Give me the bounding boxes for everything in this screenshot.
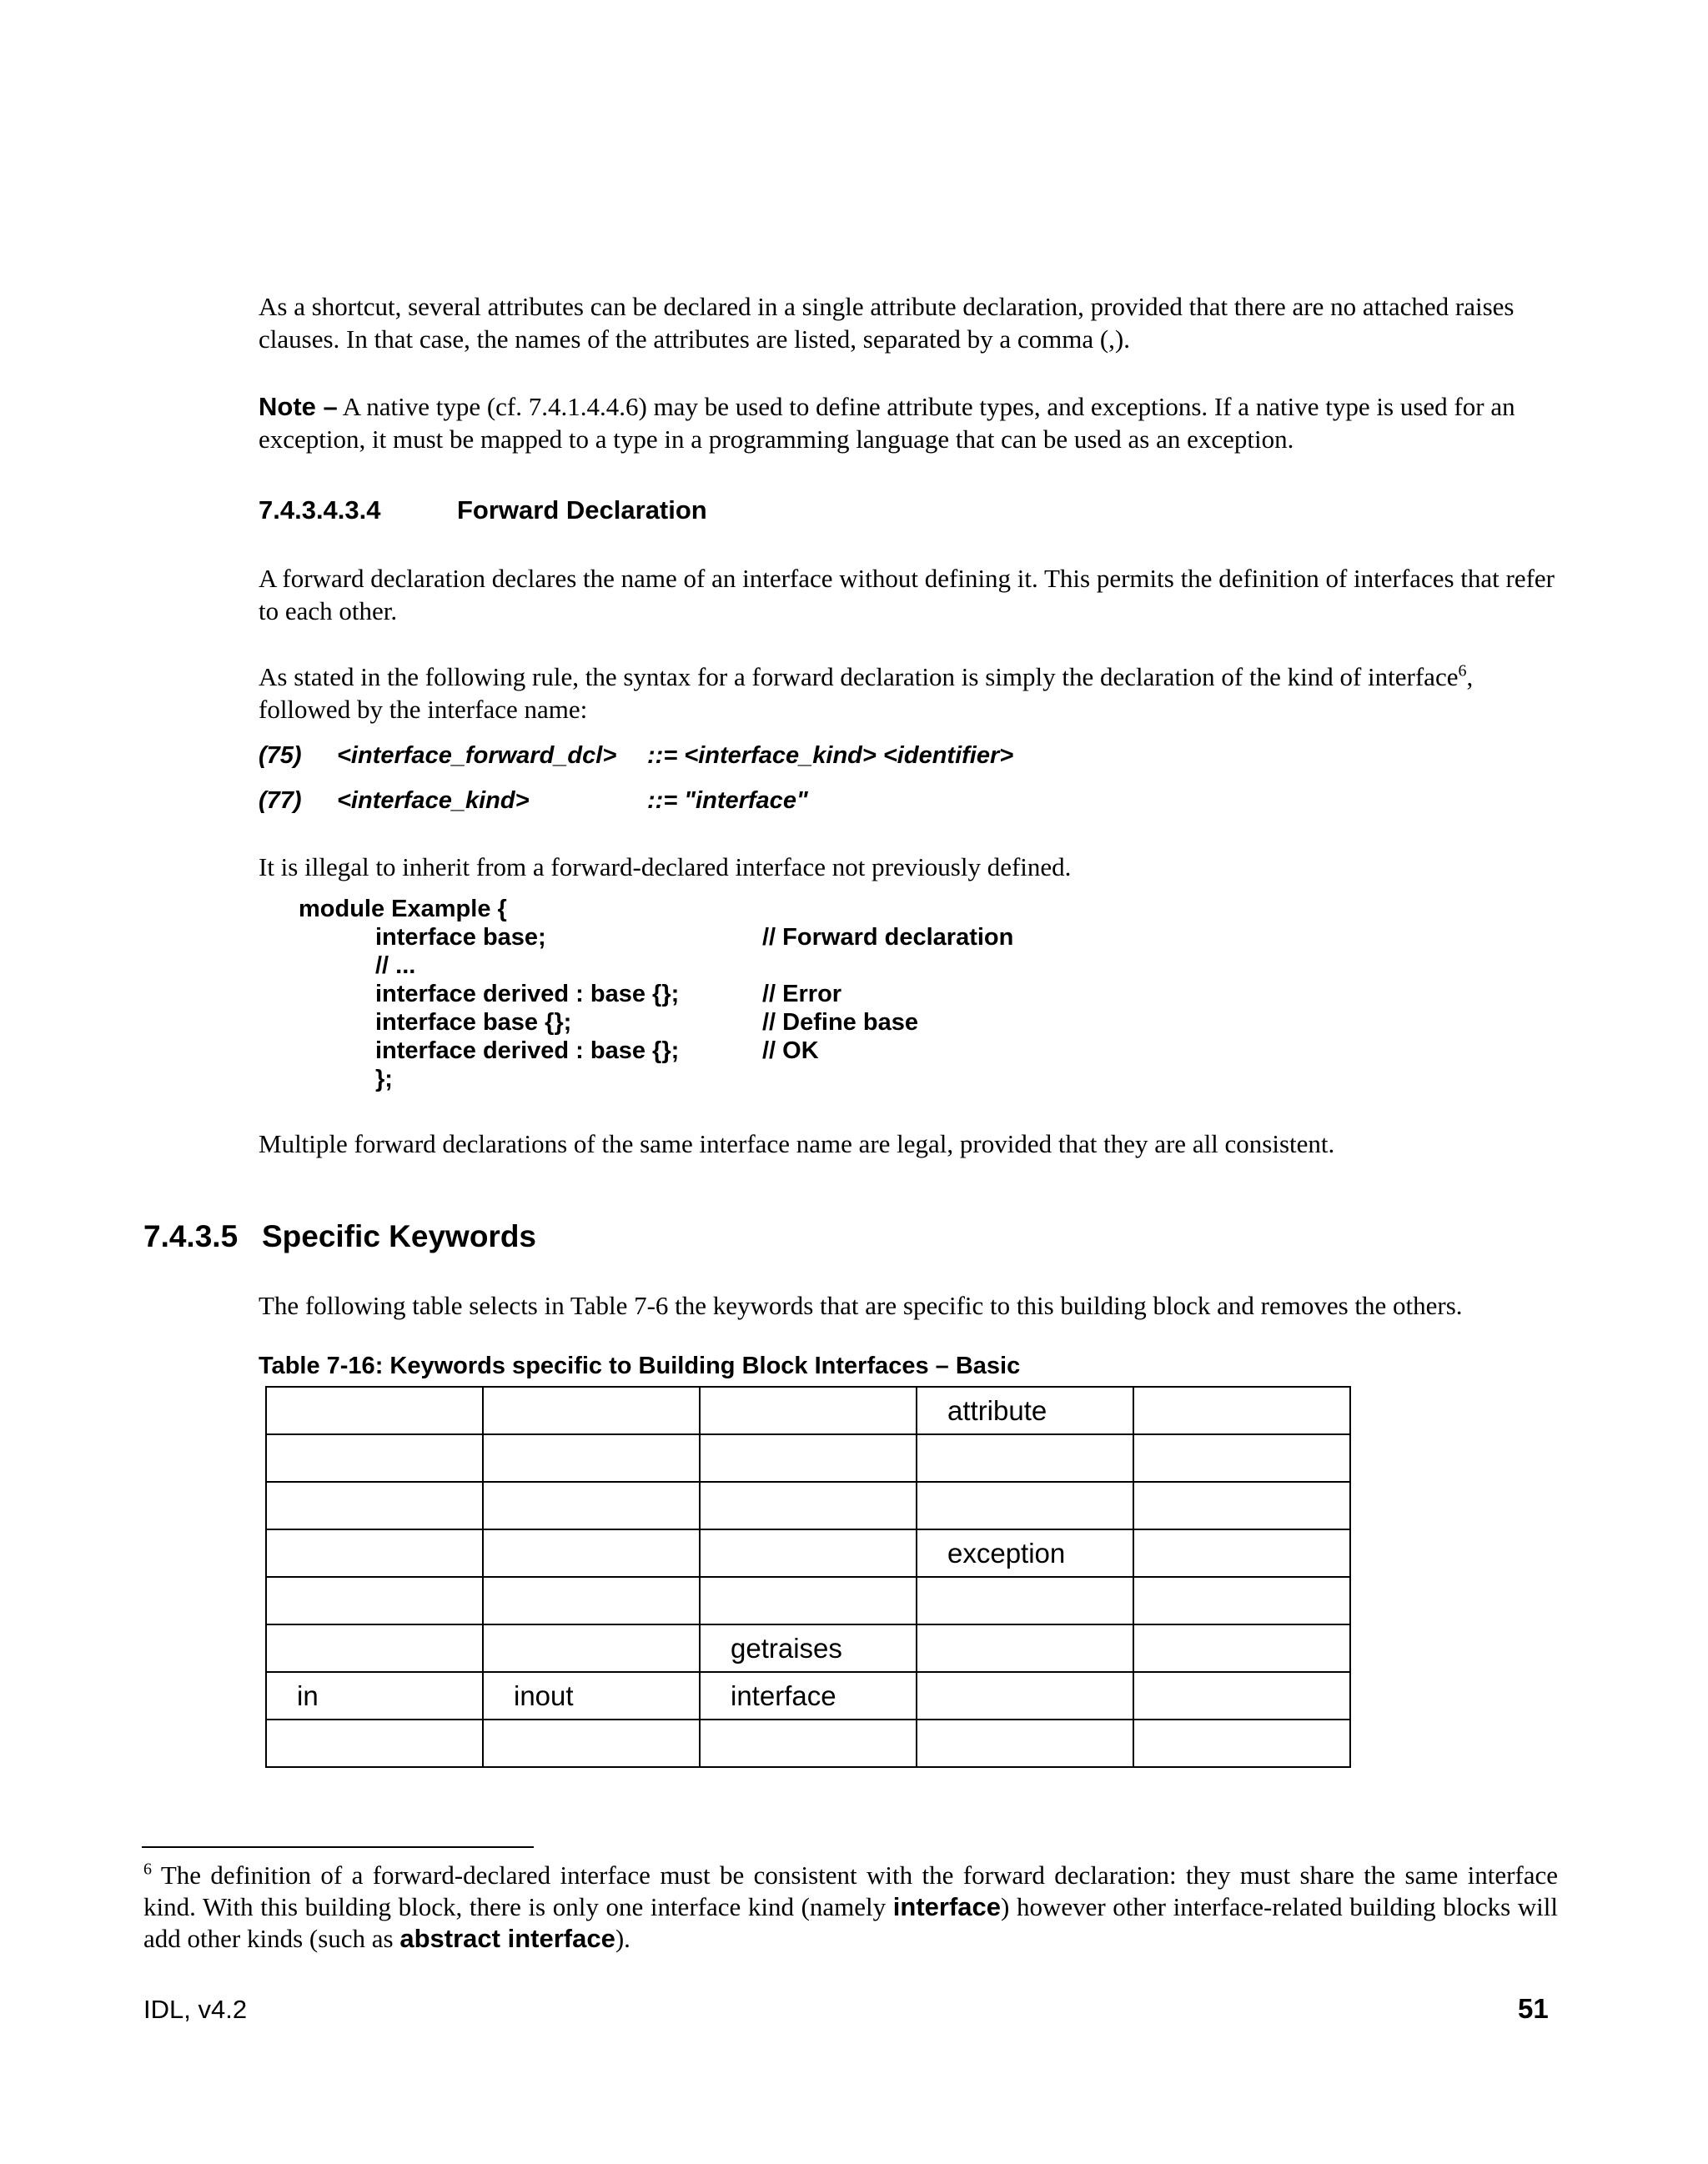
table-row [266, 1577, 1350, 1624]
forward-intro-paragraph: A forward declaration declares the name of an interface without defining it. This permits the definition of interfaces that refer to each other. [259, 564, 1555, 625]
table-cell [700, 1434, 917, 1482]
table-cell [700, 1482, 917, 1529]
rule-rhs: ::= "interface" [647, 787, 808, 814]
note-label: Note – [259, 392, 338, 421]
table-cell [483, 1577, 700, 1624]
multiple-forward-paragraph: Multiple forward declarations of the same interface name are legal, provided that they are all consistent. [259, 1129, 1335, 1158]
table-cell: inout [483, 1672, 700, 1720]
table-row [266, 1720, 1350, 1767]
rule-number: (75) [259, 742, 302, 769]
code-statement: interface derived : base {}; [375, 1037, 680, 1064]
table-cell [1133, 1529, 1350, 1577]
table-cell [483, 1529, 700, 1577]
footnote-text: ). [615, 1924, 630, 1953]
table-cell [266, 1434, 483, 1482]
table-row [266, 1624, 1350, 1672]
table-cell [917, 1434, 1133, 1482]
table-cell: in [266, 1672, 483, 1720]
table-cell [1133, 1482, 1350, 1529]
table-cell [1133, 1387, 1350, 1434]
footnote-text: ) however other interface-related building blocks will add other kinds (such as [143, 1892, 1558, 1953]
table-cell: exception [917, 1529, 1133, 1577]
note-paragraph [259, 390, 1560, 455]
code-comment: // Forward declaration [762, 924, 1014, 951]
footer-doc-title: IDL, v4.2 [143, 1995, 248, 2024]
table-cell [917, 1720, 1133, 1767]
forward-syntax-text-end: , followed by the interface name: [259, 662, 1474, 724]
table-row [266, 1387, 1350, 1434]
table-cell: attribute [917, 1387, 1133, 1434]
table-cell [700, 1529, 917, 1577]
table-cell: getraises [700, 1624, 917, 1672]
footnote-separator [142, 1846, 534, 1848]
table-cell [917, 1482, 1133, 1529]
keywords-paragraph: The following table selects in Table 7-6 the keywords that are specific to this building block and removes the others. [259, 1291, 1463, 1320]
table-cell [266, 1529, 483, 1577]
table-cell: interface [700, 1672, 917, 1720]
table-cell [917, 1577, 1133, 1624]
table-cell [700, 1387, 917, 1434]
table-row [266, 1529, 1350, 1577]
footnote-ref: 6 [1458, 661, 1467, 680]
illegal-inherit-paragraph: It is illegal to inherit from a forward-declared interface not previously defined. [259, 852, 1072, 881]
rule-rhs: ::= <interface_kind> <identifier> [647, 742, 1014, 769]
table-cell [917, 1624, 1133, 1672]
table-cell [483, 1434, 700, 1482]
section-title-keywords: Specific Keywords [262, 1219, 537, 1253]
table-cell [1133, 1720, 1350, 1767]
table-row [266, 1434, 1350, 1482]
section-number-keywords: 7.4.3.5 [143, 1219, 239, 1253]
table-cell [483, 1720, 700, 1767]
table-cell [917, 1672, 1133, 1720]
forward-syntax-paragraph [259, 660, 1560, 726]
rule-number: (77) [259, 787, 302, 814]
code-comment: // Error [762, 981, 842, 1007]
table-caption: Table 7-16: Keywords specific to Building Block Interfaces – Basic [259, 1353, 1021, 1379]
shortcut-paragraph: As a shortcut, several attributes can be declared in a single attribute declaration, provided that there are no attached raises clauses. In that case, the names of the attributes are listed, separated by a comma (,). [259, 292, 1515, 354]
rule-lhs: <interface_forward_dcl> [337, 742, 617, 769]
keywords-table [265, 1386, 1351, 1768]
table-cell [266, 1720, 483, 1767]
forward-syntax-text: As stated in the following rule, the syntax for a forward declaration is simply the declaration of the kind of interface [259, 662, 1459, 691]
table-cell [266, 1624, 483, 1672]
footnote-bold-keyword: interface [892, 1892, 1001, 1921]
code-statement: interface base {}; [375, 1009, 572, 1036]
table-cell [266, 1482, 483, 1529]
table-cell [483, 1482, 700, 1529]
table-cell [483, 1387, 700, 1434]
note-text: A native type (cf. 7.4.1.4.4.6) may be used to define attribute types, and exceptions. If a native type is used for an exception, it must be mapped to a type in a programming language that can be used as an exception. [259, 392, 1515, 454]
table-cell [483, 1624, 700, 1672]
table-cell [700, 1577, 917, 1624]
code-module-close: }; [375, 1066, 393, 1092]
table-cell [1133, 1434, 1350, 1482]
footnote-mark: 6 [143, 1860, 152, 1879]
table-cell [1133, 1624, 1350, 1672]
table-cell [1133, 1577, 1350, 1624]
table-cell [266, 1387, 483, 1434]
code-comment: // Define base [762, 1009, 918, 1036]
table-row [266, 1672, 1350, 1720]
page-number: 51 [1518, 1993, 1549, 2024]
footnote-bold-keyword: abstract interface [399, 1924, 615, 1953]
table-cell [700, 1720, 917, 1767]
table-cell [266, 1577, 483, 1624]
code-comment: // OK [762, 1037, 819, 1064]
section-title-forward: Forward Declaration [457, 495, 707, 525]
footnote-text: The definition of a forward-declared interface must be consistent with the forward declaration: they must share the same interface kind. With this building block, there is only one interface kind (namely [143, 1860, 1558, 1921]
code-statement: interface derived : base {}; [375, 981, 680, 1007]
code-module-open: module Example { [299, 896, 507, 922]
table-row [266, 1482, 1350, 1529]
table-cell [1133, 1672, 1350, 1720]
code-statement: // ... [375, 952, 416, 979]
footnote [143, 1860, 1558, 1955]
rule-lhs: <interface_kind> [337, 787, 530, 814]
code-statement: interface base; [375, 924, 546, 951]
section-number-forward: 7.4.3.4.3.4 [259, 495, 381, 525]
